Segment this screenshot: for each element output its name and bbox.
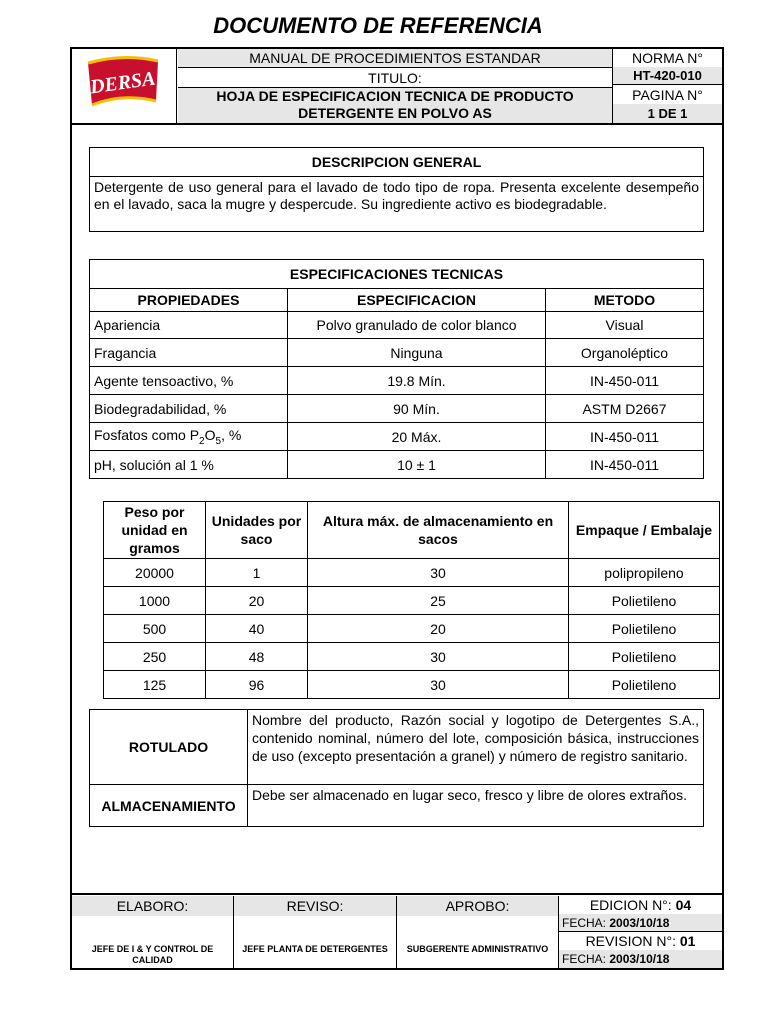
table-row <box>104 587 720 615</box>
peso-cell: 500 <box>104 615 206 643</box>
table-row <box>104 643 720 671</box>
method-cell: Visual <box>546 312 704 339</box>
prop-sub1: 2 <box>199 435 205 447</box>
elaboro-label: ELABORO: <box>72 896 234 916</box>
empaque-cell: Polietileno <box>569 587 720 615</box>
edicion-cell <box>559 896 722 914</box>
prop-post: , % <box>221 426 242 443</box>
reviso-name: JEFE PLANTA DE DETERGENTES <box>234 916 397 968</box>
spec-cell: Ninguna <box>288 339 546 367</box>
aprobo-name: SUBGERENTE ADMINISTRATIVO <box>397 916 559 968</box>
empaque-cell: Polietileno <box>569 671 720 699</box>
elaboro-name: JEFE DE I & Y CONTROL DE CALIDAD <box>72 916 234 968</box>
method-cell: IN-450-011 <box>546 423 704 451</box>
col-propiedades: PROPIEDADES <box>90 289 288 312</box>
almacenamiento-text: Debe ser almacenado en lugar seco, fresco y libre de olores extraños. <box>248 785 704 827</box>
prop-cell: Biodegradabilidad, % <box>90 395 288 423</box>
titulo-label: TITULO: <box>368 70 422 86</box>
method-cell: IN-450-011 <box>546 451 704 479</box>
rotulado-table <box>89 709 704 827</box>
descripcion-text: Detergente de uso general para el lavado de todo tipo de ropa. Presenta excelente desempeño en el lavado, saca la mugre y despercude. Su ingrediente activo es biodegradable. <box>94 179 699 212</box>
table-row <box>90 367 704 395</box>
spec-cell: 19.8 Mín. <box>288 367 546 395</box>
peso-cell: 20000 <box>104 559 206 587</box>
empaque-cell: polipropileno <box>569 559 720 587</box>
pagina-label: PAGINA N° <box>632 87 703 103</box>
prop-cell <box>90 423 288 451</box>
table-row <box>90 339 704 367</box>
fecha2-cell <box>559 950 722 968</box>
fecha1-label: FECHA: <box>562 915 607 930</box>
method-cell: IN-450-011 <box>546 367 704 395</box>
unidades-cell: 96 <box>206 671 308 699</box>
method-cell: Organoléptico <box>546 339 704 367</box>
col-altura: Altura máx. de almacenamiento en sacos <box>308 502 569 559</box>
table-row <box>90 312 704 339</box>
col-peso: Peso por unidad en gramos <box>104 502 206 559</box>
spec-cell: 20 Máx. <box>288 423 546 451</box>
prop-cell: Fragancia <box>90 339 288 367</box>
spec-cell: 10 ± 1 <box>288 451 546 479</box>
method-cell: ASTM D2667 <box>546 395 704 423</box>
col-empaque: Empaque / Embalaje <box>569 502 720 559</box>
altura-cell: 30 <box>308 643 569 671</box>
peso-cell: 1000 <box>104 587 206 615</box>
unidades-cell: 20 <box>206 587 308 615</box>
reviso-label: REVISO: <box>234 896 397 916</box>
descripcion-heading: DESCRIPCION GENERAL <box>90 148 703 177</box>
fecha2-label: FECHA: <box>562 952 607 966</box>
title-line2: DETERGENTE EN POLVO AS <box>298 105 492 121</box>
fecha2-value: 2003/10/18 <box>609 952 670 966</box>
prop-pre: Fosfatos como P <box>94 426 200 443</box>
norma-label: NORMA N° <box>632 50 703 66</box>
pagina-value: 1 DE 1 <box>613 104 722 123</box>
norma-value: HT-420-010 <box>613 67 722 85</box>
prop-cell: Apariencia <box>90 312 288 339</box>
manual-cell: MANUAL DE PROCEDIMIENTOS ESTANDAR <box>178 49 612 68</box>
revision-cell <box>559 932 722 950</box>
table-row <box>90 451 704 479</box>
table-row <box>104 615 720 643</box>
col-metodo: METODO <box>546 289 704 312</box>
revision-value: 01 <box>679 933 696 949</box>
logo-text: DERSA <box>88 67 157 99</box>
fecha1-value: 2003/10/18 <box>609 915 670 930</box>
rotulado-label: ROTULADO <box>90 710 248 785</box>
empaque-table <box>103 501 720 699</box>
document-title: DOCUMENTO DE REFERENCIA <box>213 13 543 38</box>
descripcion-box <box>89 147 704 232</box>
revision-label: REVISION N°: <box>585 933 676 949</box>
rotulado-text: Nombre del producto, Razón social y logotipo de Detergentes S.A., contenido nominal, número del lote, composición básica, instrucciones de uso (excepto presentación a granel) y número de registro sanitario. <box>248 710 704 785</box>
empaque-cell: Polietileno <box>569 643 720 671</box>
table-row <box>90 423 704 451</box>
dersa-logo <box>72 49 177 123</box>
prop-cell: Agente tensoactivo, % <box>90 367 288 395</box>
prop-cell: pH, solución al 1 % <box>90 451 288 479</box>
title-cell <box>178 87 612 123</box>
especificaciones-table <box>89 259 704 479</box>
peso-cell: 250 <box>104 643 206 671</box>
col-unidades: Unidades por saco <box>206 502 308 559</box>
especificaciones-heading: ESPECIFICACIONES TECNICAS <box>90 260 704 289</box>
spec-cell: Polvo granulado de color blanco <box>288 312 546 339</box>
prop-mid: O <box>204 426 216 443</box>
col-especificacion: ESPECIFICACION <box>288 289 546 312</box>
title-line1: HOJA DE ESPECIFICACION TECNICA DE PRODUCTO <box>216 88 574 104</box>
altura-cell: 20 <box>308 615 569 643</box>
fecha1-cell <box>559 914 722 932</box>
prop-sub2: 5 <box>215 435 222 447</box>
logo-cell <box>72 49 177 123</box>
unidades-cell: 40 <box>206 615 308 643</box>
altura-cell: 30 <box>308 559 569 587</box>
unidades-cell: 48 <box>206 643 308 671</box>
altura-cell: 30 <box>308 671 569 699</box>
table-row <box>90 395 704 423</box>
edicion-label: EDICION N°: <box>589 897 672 913</box>
peso-cell: 125 <box>104 671 206 699</box>
aprobo-label: APROBO: <box>397 896 559 916</box>
edicion-value: 04 <box>675 897 692 913</box>
almacenamiento-label: ALMACENAMIENTO <box>90 785 248 827</box>
empaque-cell: Polietileno <box>569 615 720 643</box>
unidades-cell: 1 <box>206 559 308 587</box>
spec-cell: 90 Mín. <box>288 395 546 423</box>
table-row <box>104 671 720 699</box>
altura-cell: 25 <box>308 587 569 615</box>
table-row <box>104 559 720 587</box>
